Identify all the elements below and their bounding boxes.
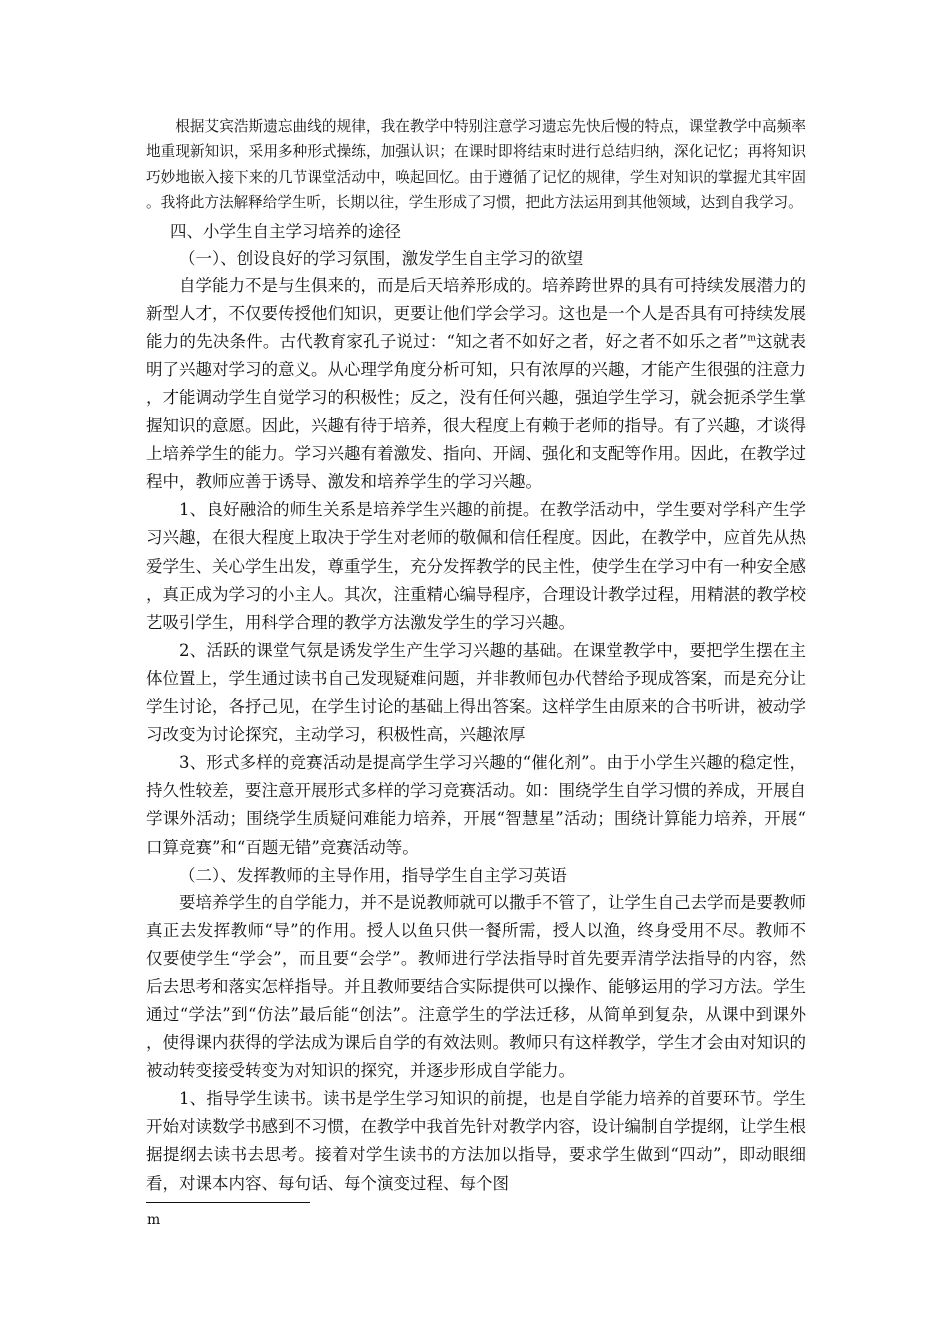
- subheading-2: （二）、发挥教师的主导作用，指导学生自主学习英语: [179, 865, 567, 885]
- paragraph-teacher-guidance: 要培养学生的自学能力，并不是说教师就可以撒手不管了，让学生自己去学而是要教师真正去发挥教师“导”的作用。授人以鱼只供一餐所需，授人以渔，终身受用不尽。教师不仅要使学生“学会”，而且要“会学”。教师进行学法指导时首先要弄清学法指导的内容，然后去思考和落实怎样指导。并且教师要结合实际提供可以操作、能够运用的学习方法。学生通过“学法”到“仿法”最后能“创法”。注意学生的学法迁移，从简单到复杂，从课中到课外，使得课内获得的学法成为课后自学的有效法则。教师只有这样教学，学生才会由对知识的被动转变接受转变为对知识的探究，并逐步形成自学能力。: [146, 892, 806, 1081]
- subheading-1: （一）、创设良好的学习氛围，激发学生自主学习的欲望: [179, 248, 584, 268]
- body-text: [146, 114, 806, 1198]
- footnote-text: m: [147, 1212, 161, 1228]
- footnote-reference[interactable]: m: [747, 333, 756, 344]
- footnote-separator: [146, 1202, 310, 1203]
- paragraph-self-learning-tail: 这就表明了兴趣对学习的意义。从心理学角度分析可知，只有浓厚的兴趣，才能产生很强的注意力，才能调动学生自觉学习的积极性；反之，没有任何兴趣，强迫学生学习，就会扼杀学生掌握知识的意愿。因此，兴趣有待于培养，很大程度上有赖于老师的指导。有了兴趣，才谈得上培养学生的能力。学习兴趣有着激发、指向、开阔、强化和支配等作用。因此，在教学过程中，教师应善于诱导、激发和培养学生的学习兴趣。: [146, 331, 807, 492]
- paragraph-reading-guidance: 1、指导学生读书。读书是学生学习知识的前提，也是自学能力培养的首要环节。学生开始对读数学书感到不习惯，在教学中我首先针对教学内容，设计编制自学提纲，让学生根据提纲去读书去思考。接着对学生读书的方法加以指导，要求学生做到“四动”，即动眼细看，对课本内容、每句话、每个演变过程、每个图: [146, 1089, 806, 1193]
- paragraph-competition: 3、形式多样的竞赛活动是提高学生学习兴趣的“催化剂”。由于小学生兴趣的稳定性，持久性较差，要注意开展形式多样的学习竞赛活动。如：围绕学生自学习惯的养成，开展自学课外活动；围绕学生质疑问难能力培养，开展“智慧星”活动；围绕计算能力培养，开展“口算竞赛”和“百题无错”竞赛活动等。: [146, 753, 806, 857]
- section-heading-4: 四、小学生自主学习培养的途径: [170, 221, 401, 241]
- paragraph-classroom-atmosphere: 2、活跃的课堂气氛是诱发学生产生学习兴趣的基础。在课堂教学中，要把学生摆在主体位置上，学生通过读书自己发现疑难问题，并非教师包办代替给予现成答案，而是充分让学生讨论，各抒己见，在学生讨论的基础上得出答案。这样学生由原来的合书听讲，被动学习改变为讨论探究，主动学习，积极性高，兴趣浓厚: [146, 640, 806, 745]
- paragraph-self-learning: [146, 272, 806, 497]
- paragraph-memory-curve: 根据艾宾浩斯遗忘曲线的规律，我在教学中特别注意学习遗忘先快后慢的特点，课堂教学中高频率地重现新知识，采用多种形式操练，加强认识；在课时即将结束时进行总结归纳，深化记忆；再将知识巧妙地嵌入接下来的几节课堂活动中，唤起回忆。由于遵循了记忆的规律，学生对知识的掌握尤其牢固。我将此方法解释给学生听，长期以往，学生形成了习惯，把此方法运用到其他领域，达到自我学习。: [146, 118, 806, 212]
- paragraph-teacher-student: 1、良好融洽的师生关系是培养学生兴趣的前提。在教学活动中，学生要对学科产生学习兴趣，在很大程度上取决于学生对老师的敬佩和信任程度。因此，在教学中，应首先从热爱学生、关心学生出发，尊重学生，充分发挥教学的民主性，使学生在学习中有一种安全感，真正成为学习的小主人。其次，注重精心编导程序，合理设计教学过程，用精湛的教学校艺吸引学生，用科学合理的教学方法激发学生的学习兴趣。: [146, 500, 806, 632]
- paragraph-self-learning-head: 自学能力不是与生俱来的，而是后天培养形成的。培养跨世界的具有可持续发展潜力的新型人才，不仅要传授他们知识，更要让他们学会学习。这也是一个人是否具有可持续发展能力的先决条件。古代教育家孔子说过：“知之者不如好之者，好之者不如乐之者”: [146, 275, 806, 351]
